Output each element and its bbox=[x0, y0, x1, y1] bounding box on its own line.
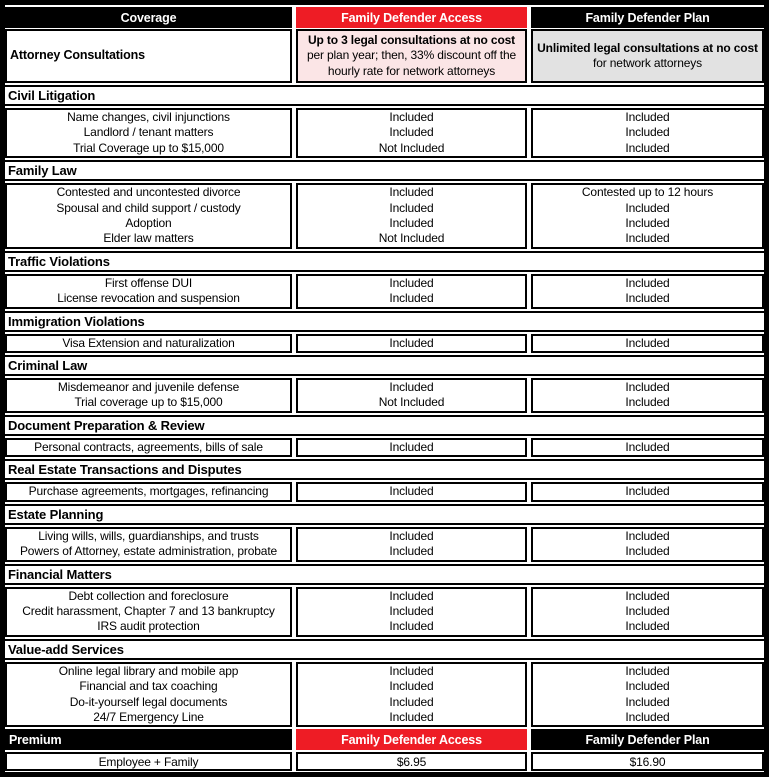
coverage-item: Landlord / tenant matters bbox=[83, 125, 214, 140]
section-title-label: Criminal Law bbox=[8, 358, 88, 374]
section-block bbox=[5, 587, 764, 637]
coverage-sections bbox=[5, 85, 764, 727]
premium-header-row bbox=[5, 729, 764, 750]
premium-tier-label: Employee + Family bbox=[98, 754, 199, 769]
plan2-value: Included bbox=[625, 216, 670, 231]
plan2-values-cell bbox=[531, 438, 764, 457]
attorney-consultations-row bbox=[5, 29, 764, 83]
coverage-item: Name changes, civil injunctions bbox=[67, 110, 230, 124]
section-title bbox=[5, 564, 764, 585]
plan1-values-cell bbox=[296, 378, 527, 413]
coverage-items-cell bbox=[5, 527, 292, 562]
plan2-values-cell bbox=[531, 334, 764, 353]
coverage-items-cell bbox=[5, 438, 292, 457]
coverage-item: Do-it-yourself legal documents bbox=[69, 694, 228, 709]
plan1-values-cell bbox=[296, 183, 527, 249]
plan1-value: Included bbox=[389, 484, 434, 499]
plan1-value: Included bbox=[389, 603, 434, 618]
section-title-label: Family Law bbox=[8, 163, 77, 179]
coverage-items-cell bbox=[5, 274, 292, 309]
coverage-item: Financial and tax coaching bbox=[79, 679, 218, 694]
coverage-item: Personal contracts, agreements, bills of sale bbox=[34, 439, 263, 454]
plan2-value: Included bbox=[625, 125, 670, 140]
plan1-value: Included bbox=[389, 694, 434, 709]
coverage-items-cell bbox=[5, 108, 292, 158]
coverage-items-cell bbox=[5, 587, 292, 637]
section-title bbox=[5, 415, 764, 436]
plan2-value: Included bbox=[625, 395, 670, 410]
attorney-plan1-headline: Up to 3 legal consultations at no cost bbox=[308, 32, 515, 47]
coverage-item: 24/7 Emergency Line bbox=[93, 709, 204, 724]
plan2-values-cell bbox=[531, 183, 764, 249]
section-block bbox=[5, 183, 764, 249]
plan2-values-cell bbox=[531, 378, 764, 413]
coverage-item: Misdemeanor and juvenile defense bbox=[57, 380, 240, 395]
section-title-label: Immigration Violations bbox=[8, 313, 145, 329]
plan1-value: Included bbox=[389, 110, 434, 124]
plan2-values-cell bbox=[531, 527, 764, 562]
plan1-value: Included bbox=[389, 200, 434, 215]
plan1-value: Included bbox=[389, 439, 434, 454]
plan2-values-cell bbox=[531, 482, 764, 501]
plan1-value: Included bbox=[389, 679, 434, 694]
coverage-item: Debt collection and foreclosure bbox=[68, 588, 229, 603]
plan2-value: Included bbox=[625, 380, 670, 395]
section-block bbox=[5, 378, 764, 413]
coverage-items-cell bbox=[5, 482, 292, 501]
plan2-value: Included bbox=[625, 619, 670, 634]
plan1-values-cell bbox=[296, 108, 527, 158]
coverage-item: First offense DUI bbox=[104, 275, 193, 290]
section-title-label: Financial Matters bbox=[8, 566, 112, 582]
plan2-values-cell bbox=[531, 662, 764, 728]
plan1-values-cell bbox=[296, 527, 527, 562]
plan1-value: Included bbox=[389, 544, 434, 559]
plan1-values-cell bbox=[296, 662, 527, 728]
premium-plan1-header-label: Family Defender Access bbox=[341, 732, 482, 747]
section-title bbox=[5, 355, 764, 376]
section-block bbox=[5, 108, 764, 158]
coverage-items-cell bbox=[5, 378, 292, 413]
plan1-values-cell bbox=[296, 274, 527, 309]
coverage-item: Adoption bbox=[125, 216, 172, 231]
plan1-value: Included bbox=[389, 275, 434, 290]
plan2-value: Included bbox=[625, 663, 670, 678]
plan2-value: Included bbox=[625, 200, 670, 215]
plan2-values-cell bbox=[531, 274, 764, 309]
section-block bbox=[5, 527, 764, 562]
plan2-value: Included bbox=[625, 528, 670, 543]
premium-plan2-header-label: Family Defender Plan bbox=[585, 732, 710, 747]
section-title-label: Traffic Violations bbox=[8, 253, 110, 269]
plan1-values-cell bbox=[296, 482, 527, 501]
plan1-value: Included bbox=[389, 216, 434, 231]
plan2-value: Included bbox=[625, 603, 670, 618]
section-block bbox=[5, 662, 764, 728]
plan2-value: Included bbox=[625, 335, 670, 350]
plan2-value: Included bbox=[625, 544, 670, 559]
coverage-item: Trial Coverage up to $15,000 bbox=[73, 140, 224, 155]
section-title-label: Document Preparation & Review bbox=[8, 417, 205, 433]
plan1-value: Included bbox=[389, 663, 434, 678]
section-block bbox=[5, 334, 764, 353]
coverage-item: Online legal library and mobile app bbox=[58, 663, 239, 678]
plan1-value: Not Included bbox=[378, 395, 445, 410]
premium-value-row bbox=[5, 752, 764, 771]
section-title bbox=[5, 459, 764, 480]
plan2-value: Included bbox=[625, 140, 670, 155]
premium-tier-cell bbox=[5, 752, 292, 771]
plan1-value: Included bbox=[389, 291, 434, 306]
attorney-plan2-cell bbox=[531, 29, 764, 83]
section-title bbox=[5, 251, 764, 272]
premium-plan2-price-cell bbox=[531, 752, 764, 771]
plan1-values-cell bbox=[296, 587, 527, 637]
coverage-item: Trial coverage up to $15,000 bbox=[74, 395, 223, 410]
plan1-value: Not Included bbox=[378, 140, 445, 155]
plan2-value: Included bbox=[625, 231, 670, 246]
attorney-consultations-label: Attorney Consultations bbox=[10, 48, 145, 63]
section-title bbox=[5, 504, 764, 525]
coverage-header-label: Coverage bbox=[120, 10, 177, 25]
plan2-values-cell bbox=[531, 108, 764, 158]
section-block bbox=[5, 438, 764, 457]
attorney-consultations-label-cell bbox=[5, 29, 292, 83]
plan1-values-cell bbox=[296, 334, 527, 353]
plan1-values-cell bbox=[296, 438, 527, 457]
coverage-item: License revocation and suspension bbox=[57, 291, 240, 306]
section-block bbox=[5, 482, 764, 501]
section-title bbox=[5, 311, 764, 332]
coverage-item: Credit harassment, Chapter 7 and 13 bankruptcy bbox=[22, 603, 275, 618]
plan2-value: Included bbox=[625, 694, 670, 709]
coverage-item: Visa Extension and naturalization bbox=[62, 335, 235, 350]
coverage-header-cell bbox=[5, 7, 292, 28]
plan1-header-label: Family Defender Access bbox=[341, 10, 482, 25]
coverage-items-cell bbox=[5, 662, 292, 728]
plan2-header-label: Family Defender Plan bbox=[585, 10, 710, 25]
plan1-value: Included bbox=[389, 588, 434, 603]
section-title bbox=[5, 160, 764, 181]
premium-header-label: Premium bbox=[9, 732, 62, 747]
attorney-plan1-cell bbox=[296, 29, 527, 83]
coverage-item: Living wills, wills, guardianships, and trusts bbox=[38, 528, 259, 543]
coverage-item: Purchase agreements, mortgages, refinancing bbox=[28, 484, 269, 499]
plan2-value: Included bbox=[625, 110, 670, 124]
premium-plan2-header-cell bbox=[531, 729, 764, 750]
attorney-plan2-headline: Unlimited legal consultations at no cost bbox=[537, 40, 758, 55]
premium-header-cell bbox=[5, 729, 292, 750]
section-title-label: Estate Planning bbox=[8, 506, 104, 522]
premium-plan1-price-cell bbox=[296, 752, 527, 771]
plan1-header-cell bbox=[296, 7, 527, 28]
plan2-value: Included bbox=[625, 439, 670, 454]
plan1-value: Included bbox=[389, 125, 434, 140]
plan2-value: Contested up to 12 hours bbox=[581, 185, 714, 200]
section-title bbox=[5, 639, 764, 660]
section-title-label: Real Estate Transactions and Disputes bbox=[8, 462, 242, 478]
plan1-value: Included bbox=[389, 380, 434, 395]
coverage-item: Elder law matters bbox=[103, 231, 194, 246]
plan2-value: Included bbox=[625, 275, 670, 290]
coverage-item: Powers of Attorney, estate administration, probate bbox=[19, 544, 278, 559]
premium-plan1-header-cell bbox=[296, 729, 527, 750]
plan2-value: Included bbox=[625, 588, 670, 603]
plan1-value: Included bbox=[389, 709, 434, 724]
coverage-items-cell bbox=[5, 183, 292, 249]
plan1-value: Included bbox=[389, 619, 434, 634]
premium-plan1-price: $6.95 bbox=[396, 754, 427, 769]
plan-header-row bbox=[5, 7, 764, 28]
coverage-item: IRS audit protection bbox=[97, 619, 200, 634]
section-title-label: Civil Litigation bbox=[8, 88, 96, 103]
coverage-items-cell bbox=[5, 334, 292, 353]
plan1-value: Not Included bbox=[378, 231, 445, 246]
plan1-value: Included bbox=[389, 335, 434, 350]
plan1-value: Included bbox=[389, 185, 434, 200]
plan2-header-cell bbox=[531, 7, 764, 28]
section-title bbox=[5, 85, 764, 106]
plan2-values-cell bbox=[531, 587, 764, 637]
premium-plan2-price: $16.90 bbox=[629, 754, 666, 769]
attorney-plan1-detail: per plan year; then, 33% discount off the hourly rate for network attorneys bbox=[306, 48, 517, 78]
plan1-value: Included bbox=[389, 528, 434, 543]
plan2-value: Included bbox=[625, 291, 670, 306]
plan2-value: Included bbox=[625, 679, 670, 694]
coverage-item: Spousal and child support / custody bbox=[56, 200, 241, 215]
plan2-value: Included bbox=[625, 709, 670, 724]
section-block bbox=[5, 274, 764, 309]
coverage-item: Contested and uncontested divorce bbox=[56, 185, 241, 200]
attorney-plan2-detail: for network attorneys bbox=[593, 56, 702, 70]
section-title-label: Value-add Services bbox=[8, 641, 124, 657]
plan2-value: Included bbox=[625, 484, 670, 499]
